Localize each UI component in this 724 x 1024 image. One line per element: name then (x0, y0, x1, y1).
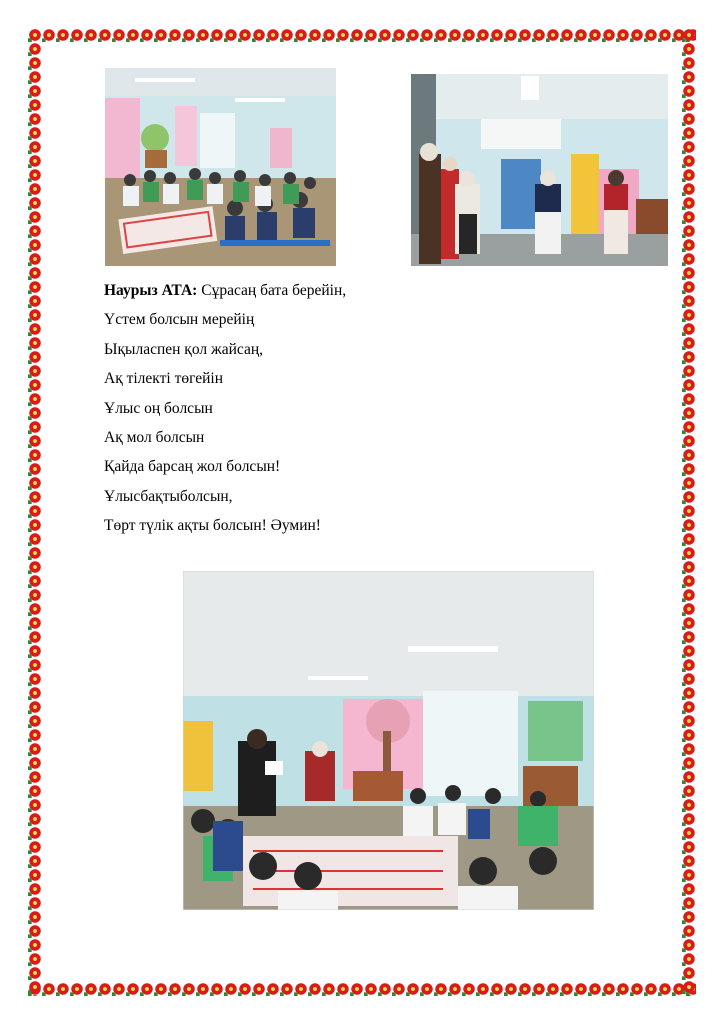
poem-line: Ұлысбақтыболсын, (104, 487, 233, 505)
poem-first-line-text: Сұрасаң бата берейін, (197, 282, 347, 299)
costumed-performers-photo (411, 74, 668, 266)
classroom-celebration-photo (105, 68, 336, 266)
poem-line-1 (104, 276, 584, 305)
poem-line: Қайда барсаң жол болсын! (104, 458, 281, 476)
border-top (28, 28, 696, 42)
teacher-reading-to-children-photo (183, 571, 594, 910)
poem-line: Ықыласпен қол жайсаң, (104, 340, 263, 358)
poem-line: Үстем болсын мерейің (104, 311, 255, 329)
poem-line: Ақ тілекті төгейін (104, 370, 224, 388)
speaker-label: Наурыз АТА: (104, 282, 198, 299)
poem-line: Төрт түлік ақты болсын! Әумин! (104, 517, 321, 535)
border-bottom (28, 982, 696, 996)
border-right (682, 28, 696, 996)
poem-block (104, 276, 584, 541)
poem-line: Ақ мол болсын (104, 428, 205, 446)
poem-line: Ұлыс оң болсын (104, 399, 213, 417)
border-left (28, 28, 42, 996)
